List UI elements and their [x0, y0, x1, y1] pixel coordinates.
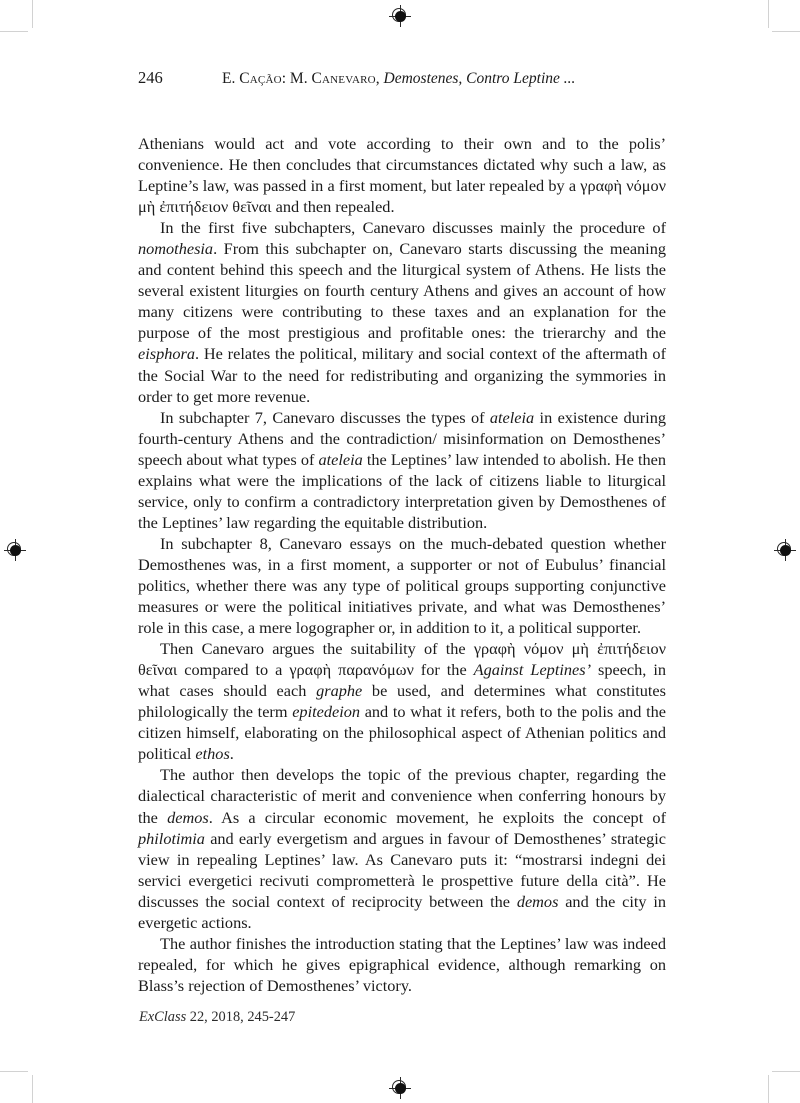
crop-mark-bottom-left-horizontal [0, 1071, 28, 1072]
text-run: Then Canevaro argues the suitability of the [160, 639, 474, 659]
body-paragraph [138, 764, 666, 932]
footer-volume-year-pages: 22, 2018, 245-247 [186, 1009, 296, 1025]
running-head-author-surname: Cação [239, 70, 282, 87]
running-head-review-author [222, 70, 282, 87]
running-head-reviewed-surname: Canevaro [311, 70, 376, 87]
crop-mark-bottom-left-vertical [32, 1075, 33, 1103]
crop-mark-top-right-horizontal [772, 31, 800, 32]
text-run: . As a circular economic movement, he exploits the concept of [208, 807, 666, 827]
crop-mark-top-right-vertical [768, 0, 769, 28]
italic-term: ateleia [489, 407, 535, 427]
text-run: compared to a [177, 660, 290, 680]
text-run: . From this subchapter on, Canevaro starts discussing the meaning and content behind this speech and the liturgical system of Athens. He lists the several existent liturgies on fourth century Athens and gives an account of how many citizens were contributing to these taxes and an explanation for the purpose of the most prestigious and profitable ones: the trierarchy and the [138, 239, 666, 343]
text-run: and to what it refers, both to the polis and the citizen himself, elaborating on the philosophical aspect of Athenian politics and political [138, 702, 667, 764]
running-head [138, 68, 668, 88]
crop-mark-bottom-right-vertical [768, 1075, 769, 1103]
italic-term: Against Leptines’ [473, 660, 591, 680]
italic-term: graphe [316, 681, 363, 701]
text-run: the Leptines’ law intended to abolish. He then explains what were the implications of the lack of citizens liable to liturgical service, only to confirm a contradictory interpretation given by Demosthenes of the Leptines’ law regarding the equitable distribution. [138, 449, 666, 532]
text-run: and then repealed. [271, 197, 395, 217]
crop-mark-top-left-horizontal [0, 31, 28, 32]
text-run: In subchapter 7, Canevaro discusses the types of [160, 407, 490, 427]
body-paragraph [138, 407, 666, 533]
crop-mark-top-left-vertical [32, 0, 33, 28]
text-run: be used, and determines what constitutes philologically the term [138, 681, 666, 722]
running-head-comma: , [375, 70, 384, 87]
registration-mark-bottom-icon [389, 1077, 411, 1099]
text-run: In subchapter 8, Canevaro essays on the much-debated question whether Demosthenes was, in a first moment, a supporter or not of Eubulus’ financial politics, whether there was any type of political groups supporting conjunctive measures or were the political initiatives private, and what was Demosthenes’ role in this case, a mere logographer or, in addition to it, a political supporter. [138, 533, 666, 638]
text-run: In the first five subchapters, Canevaro discusses mainly the procedure of [160, 218, 666, 238]
greek-phrase: γραφὴ νόμον μὴ ἐπιτήδειον θεῖναι [138, 639, 666, 680]
page-folio-number: 246 [138, 68, 163, 87]
text-run: speech, in what cases should each [138, 660, 667, 701]
body-text-column [138, 133, 666, 996]
running-head-author-text: E. Cação [222, 70, 282, 87]
italic-term: ateleia [318, 449, 363, 469]
running-head-reviewed-author: M. Canevaro [289, 70, 376, 87]
running-head-reviewed-title: Demostenes, Contro Leptine ... [383, 70, 576, 87]
italic-term: philotimia [138, 828, 205, 848]
registration-mark-top-icon [389, 5, 411, 27]
body-paragraph [138, 217, 666, 406]
italic-term: demos [167, 807, 209, 827]
text-run: in existence during fourth-century Athens and the contradiction/ misinformation on Demosthenes’ speech about what types of [138, 407, 666, 469]
greek-phrase: γραφὴ παρανόμων [289, 660, 414, 680]
body-paragraph [138, 533, 666, 638]
body-paragraph [138, 638, 666, 764]
italic-term: ethos [195, 744, 230, 764]
text-run: . [229, 744, 234, 764]
registration-mark-right-icon [774, 539, 796, 561]
footer-citation [139, 1009, 295, 1026]
body-paragraph [138, 933, 666, 996]
italic-term: eisphora [138, 344, 195, 364]
registration-mark-left-icon [4, 539, 26, 561]
greek-phrase: γραφὴ νόμον μὴ ἐπιτήδειον θεῖναι [138, 176, 666, 217]
text-run: for the [413, 660, 474, 680]
italic-term: epitedeion [292, 702, 361, 722]
footer-journal-name: ExClass [139, 1009, 187, 1025]
text-run: and early evergetism and argues in favour of Demosthenes’ strategic view in repealing Leptines’ law. As Canevaro puts it: “mostrarsi indegni dei servici evergetici recivuti comprometterà le prospettive future della cità”. He discusses the social context of reciprocity between the [138, 828, 666, 911]
italic-term: demos [516, 891, 559, 911]
body-paragraph [138, 133, 666, 217]
running-head-separator: : [281, 70, 290, 87]
italic-term: nomothesia [138, 239, 214, 259]
text-run: The author then develops the topic of the previous chapter, regarding the dialectical characteristic of merit and convenience when conferring honours by the [138, 765, 666, 827]
text-run: Athenians would act and vote according to their own and to the polis’ convenience. He then concludes that circumstances dictated why such a law, as Leptine’s law, was passed in a first moment, but later repealed by a [138, 134, 666, 196]
crop-mark-bottom-right-horizontal [772, 1071, 800, 1072]
text-run: The author finishes the introduction stating that the Leptines’ law was indeed repealed, for which he gives epigraphical evidence, although remarking on Blass’s rejection of Demosthenes’ victory. [138, 933, 666, 995]
text-run: and the city in evergetic actions. [138, 891, 666, 932]
text-run: . He relates the political, military and social context of the aftermath of the Social War to the need for redistributing and organizing the symmories in order to get more revenue. [138, 344, 666, 406]
